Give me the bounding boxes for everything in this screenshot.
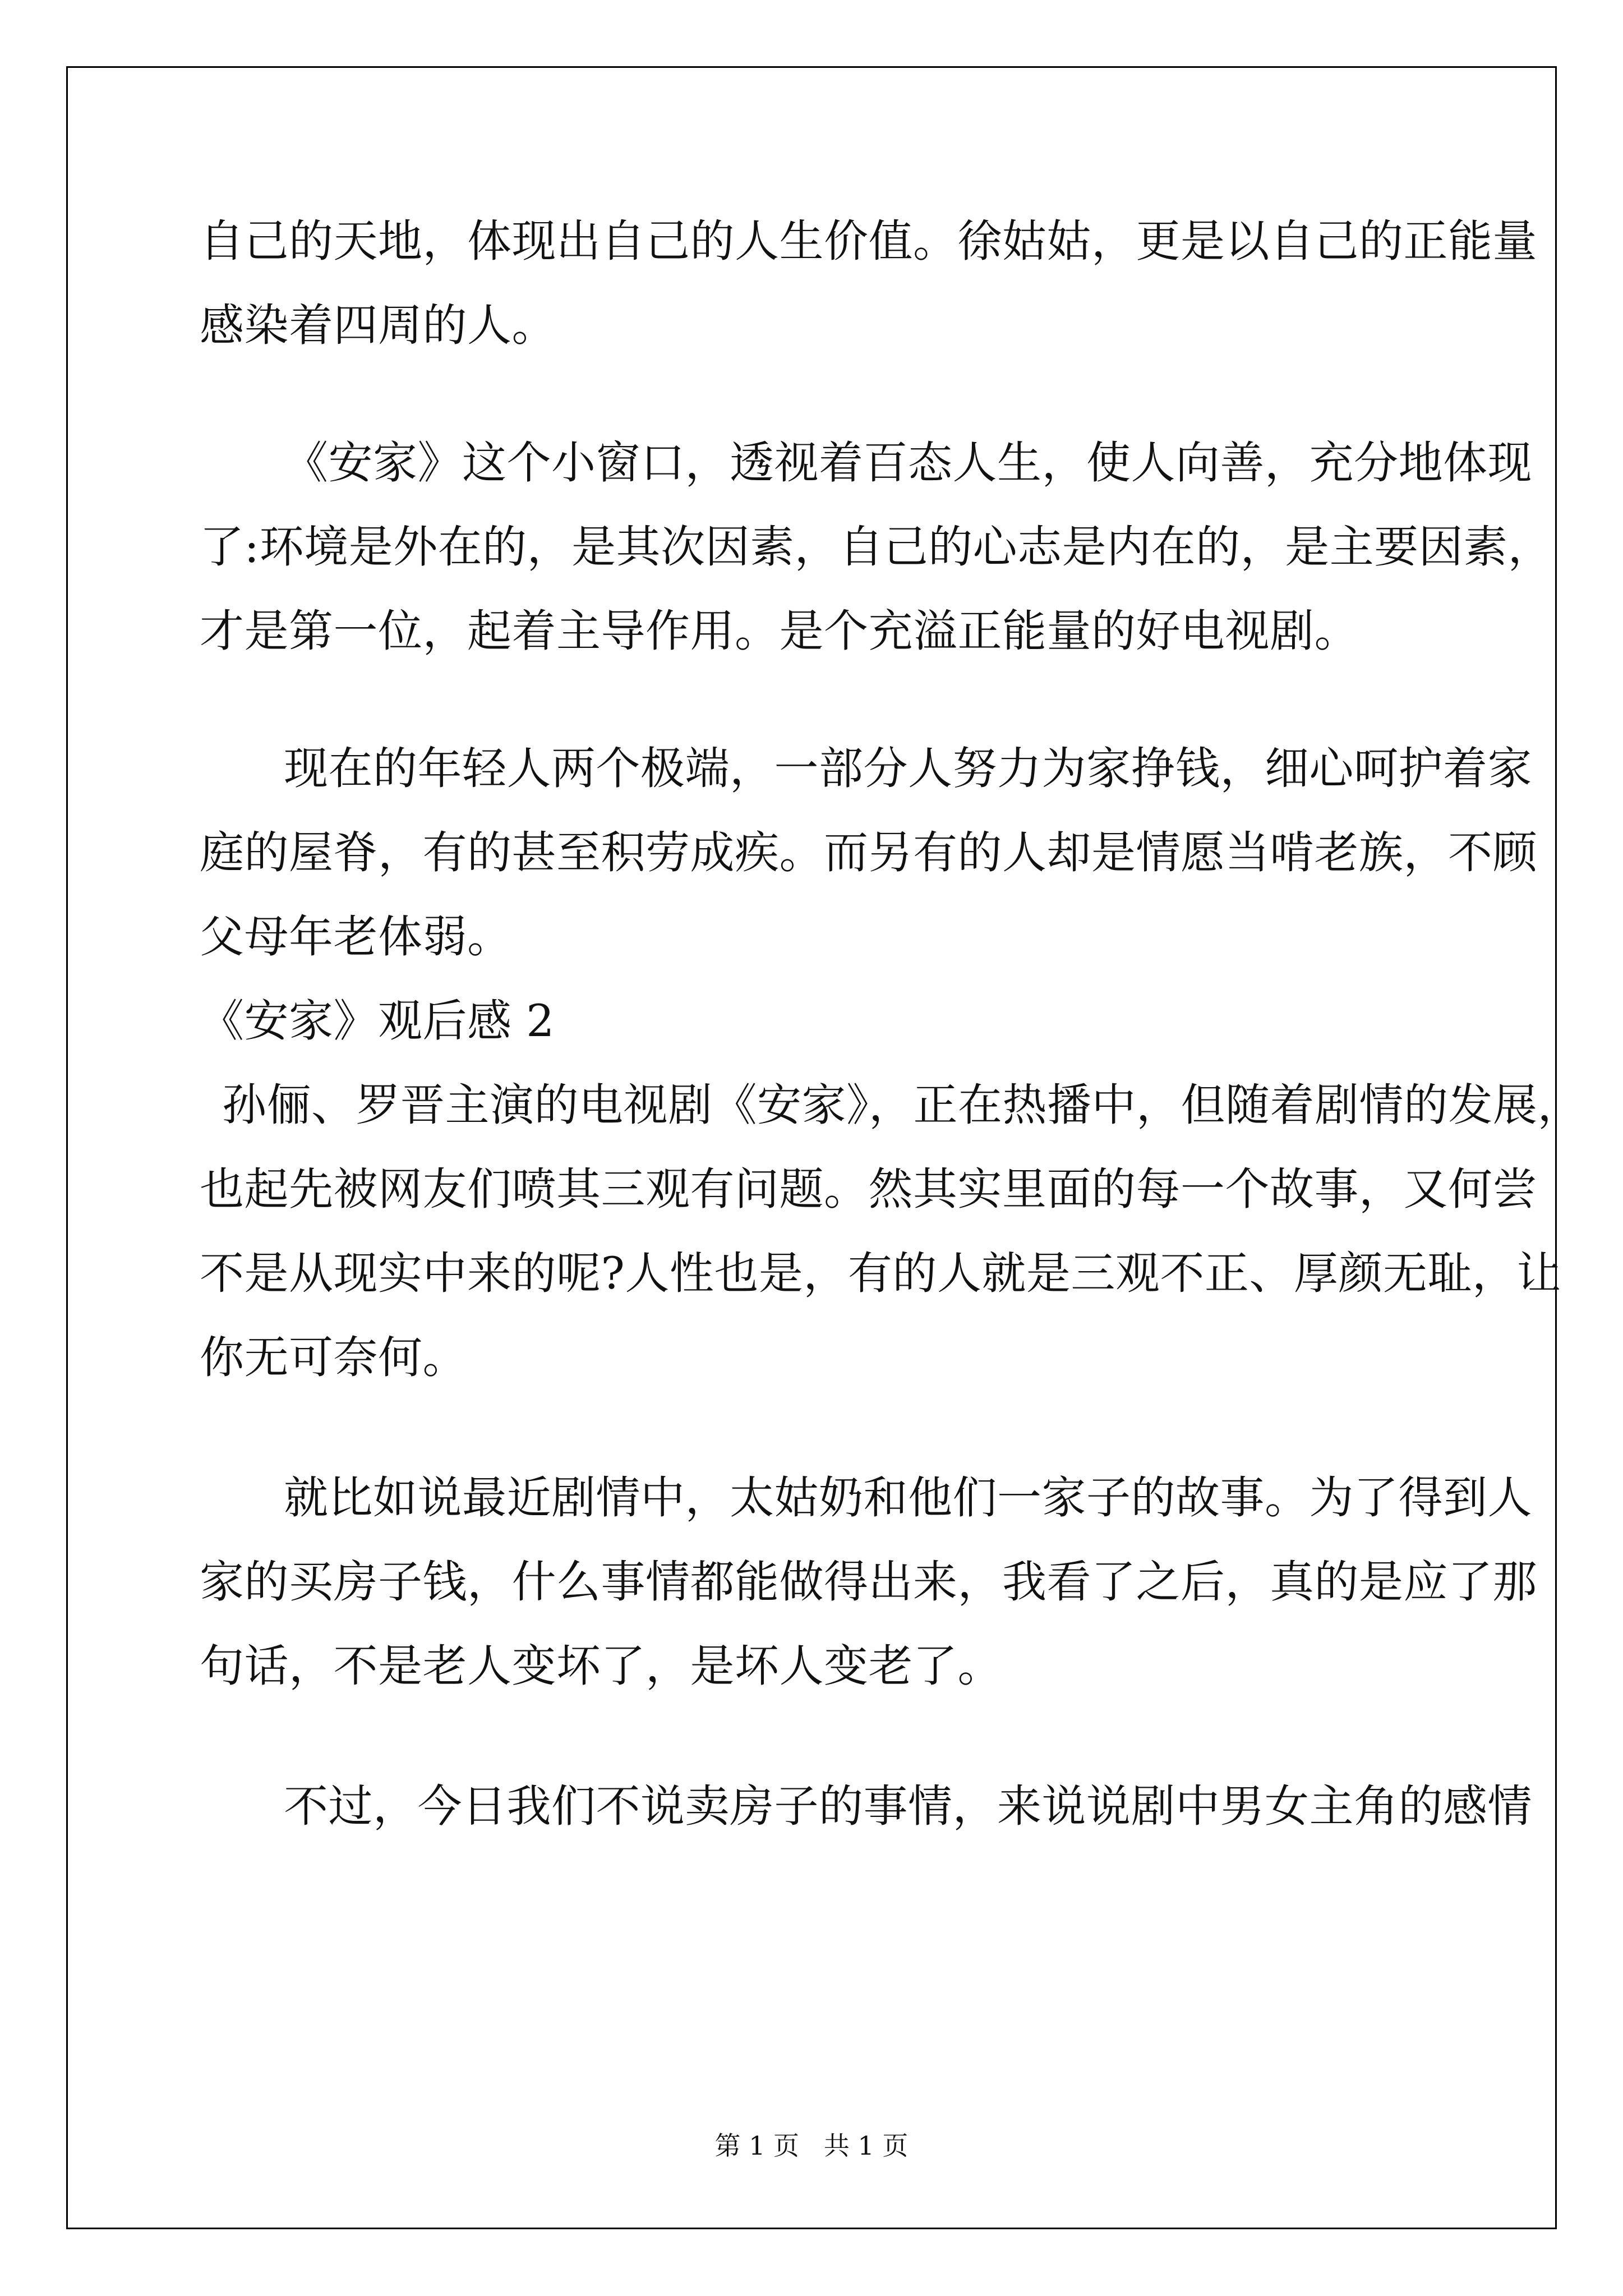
section-title: 《安家》观后感 2 (200, 995, 555, 1047)
text-line: 才是第一位，起着主导作用。是个充溢正能量的好电视剧。 (200, 605, 1359, 657)
text-line: 家的买房子钱，什么事情都能做得出来，我看了之后，真的是应了那 (200, 1556, 1537, 1608)
page-number-footer: 第 1 页 共 1 页 (714, 2131, 909, 2161)
paragraph-start-line: 孙俪、罗晋主演的电视剧《安家》，正在热播中，但随着剧情的发展， (222, 1079, 1582, 1131)
text-line: 庭的屋脊，有的甚至积劳成疾。而另有的人却是情愿当啃老族，不顾 (200, 827, 1537, 878)
text-line: 感染着四周的人。 (200, 300, 556, 351)
page-border (66, 66, 1557, 2229)
paragraph-start-line: 现在的年轻人两个极端，一部分人努力为家挣钱，细心呵护着家 (284, 743, 1532, 794)
text-line: 也起先被网友们喷其三观有问题。然其实里面的每一个故事，又何尝 (200, 1163, 1537, 1215)
text-line: 不是从现实中来的呢?人性也是，有的人就是三观不正、厚颜无耻，让 (200, 1248, 1561, 1299)
paragraph-start-line: 《安家》这个小窗口，透视着百态人生，使人向善，充分地体现 (284, 437, 1532, 489)
text-line: 了:环境是外在的，是其次因素，自己的心志是内在的，是主要因素， (200, 521, 1553, 573)
paragraph-start-line: 不过，今日我们不说卖房子的事情，来说说剧中男女主角的感情 (284, 1780, 1532, 1832)
text-line: 句话，不是老人变坏了，是坏人变老了。 (200, 1640, 1002, 1692)
text-line: 你无可奈何。 (200, 1332, 467, 1383)
paragraph-start-line: 就比如说最近剧情中，太姑奶和他们一家子的故事。为了得到人 (284, 1472, 1532, 1524)
text-line: 父母年老体弱。 (200, 911, 512, 963)
text-line: 自己的天地，体现出自己的人生价值。徐姑姑，更是以自己的正能量 (200, 215, 1537, 267)
